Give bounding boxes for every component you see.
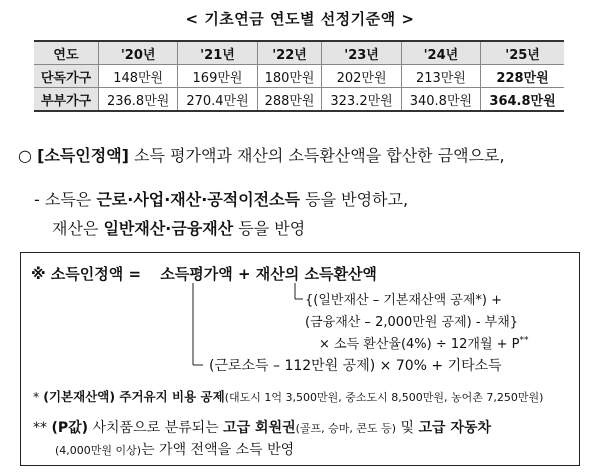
formula-main	[31, 263, 377, 284]
income-line	[34, 187, 408, 210]
footnote-mark: *	[33, 389, 44, 404]
p-value-conjunction: 및	[396, 420, 419, 436]
definition-text: 소득 평가액과 재산의 소득환산액을 합산한 금액으로,	[128, 146, 505, 165]
table-cell: 213만원	[401, 65, 480, 88]
p-value-label: (P값)	[51, 420, 89, 436]
page-title: < 기초연금 연도별 선정기준액 >	[185, 10, 415, 28]
p-value-text: 사치품으로 분류되는	[88, 420, 224, 436]
table-cell: 236.8만원	[98, 88, 177, 112]
membership-examples: (골프, 승마, 콘도 등)	[295, 422, 397, 435]
row-label: 단독가구	[34, 65, 98, 88]
table-header-cell: '20년	[98, 41, 177, 65]
asset-formula-line-1: {(일반재산 – 기본재산액 공제*) +	[305, 293, 502, 308]
asset-line	[52, 216, 305, 239]
footnote-basic-asset	[33, 387, 543, 405]
table-cell: 202만원	[322, 65, 401, 88]
criteria-table	[34, 40, 564, 112]
table-header-cell: '24년	[401, 41, 480, 65]
formula-plus: +	[237, 265, 251, 283]
p-value-conclusion: 는 가액 전액을 소득 반영	[141, 442, 295, 458]
asset-prefix: 재산은	[52, 219, 104, 238]
luxury-membership: 고급 회원권	[223, 420, 296, 436]
car-threshold: (4,000만원 이상)	[55, 444, 142, 457]
formula-income-term: 소득평가액	[160, 265, 233, 283]
table-row	[34, 65, 564, 88]
table-header-cell: '25년	[481, 41, 564, 65]
formula-box	[20, 252, 580, 466]
asset-formula-line-2: (금융재산 – 2,000만원 공제) - 부채}	[305, 315, 519, 330]
table-cell: 148만원	[98, 65, 177, 88]
table-header-cell: '21년	[178, 41, 257, 65]
table-row	[34, 88, 564, 112]
income-prefix: - 소득은	[34, 190, 97, 209]
asset-types: 일반재산·금융재산	[103, 219, 234, 238]
table-header-cell: 연도	[34, 41, 98, 65]
table-cell: 288만원	[257, 88, 322, 112]
table-header-row	[34, 41, 564, 65]
table-cell: 340.8만원	[401, 88, 480, 112]
table-cell: 270.4만원	[178, 88, 257, 112]
bullet-icon: ○	[18, 146, 32, 165]
row-label: 부부가구	[34, 88, 98, 112]
table-header-cell: '23년	[322, 41, 401, 65]
definition-paragraph	[18, 143, 505, 166]
table-cell: 180만원	[257, 65, 322, 88]
section-heading: [소득인정액]	[37, 146, 129, 165]
table-cell: 364.8만원	[481, 88, 564, 112]
table-header-cell: '22년	[257, 41, 322, 65]
footnote-basic-asset-detail: (대도시 1억 3,500만원, 중소도시 8,500만원, 농어촌 7,250만원)	[224, 391, 544, 404]
footnote-p-value-cont	[55, 439, 294, 459]
asset-suffix: 등을 반영	[233, 219, 306, 238]
income-formula-line: (근로소득 – 112만원 공제) × 70% + 기타소득	[209, 358, 502, 374]
p-value-mark: **	[519, 335, 529, 346]
footnote-mark: **	[33, 420, 52, 436]
conversion-rate-text: × 소득 환산율(4%) ÷ 12개월 + P	[319, 337, 520, 352]
income-types: 근로·사업·재산·공적이전소득	[96, 190, 301, 209]
table-cell: 169만원	[178, 65, 257, 88]
table-cell: 323.2만원	[322, 88, 401, 112]
formula-asset-term: 재산의 소득환산액	[255, 265, 377, 283]
formula-lhs: ※ 소득인정액 =	[31, 265, 142, 283]
income-suffix: 등을 반영하고,	[300, 190, 409, 209]
footnote-p-value	[33, 417, 491, 437]
table-cell: 228만원	[481, 65, 564, 88]
footnote-basic-asset-title: (기본재산액) 주거유지 비용 공제	[43, 389, 225, 404]
asset-formula-line-3	[319, 333, 529, 352]
luxury-car: 고급 자동차	[418, 420, 492, 436]
